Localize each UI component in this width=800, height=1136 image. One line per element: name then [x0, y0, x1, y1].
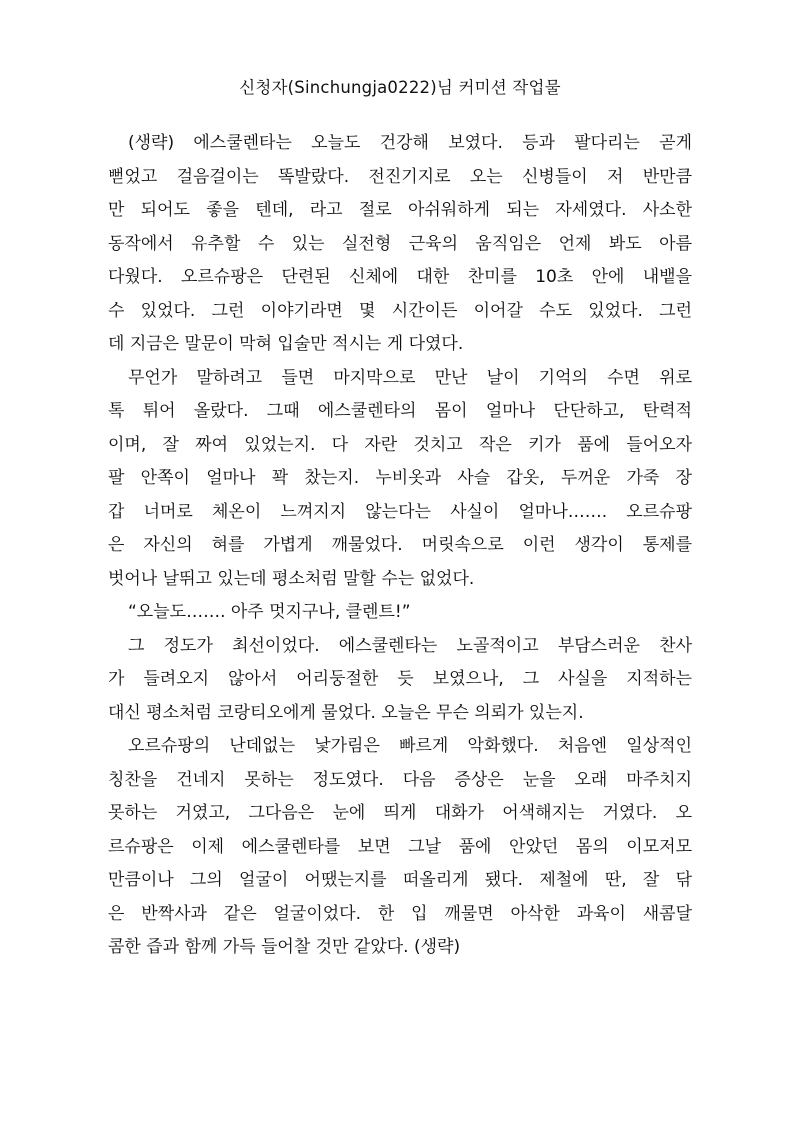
body-line: 이며, 잘 짜여 있었는지. 다 자란 것치고 작은 키가 품에 들어오자 — [108, 434, 692, 455]
body-line: 수 있었다. 그런 이야기라면 몇 시간이든 이어갈 수도 있었다. 그런 — [108, 300, 692, 321]
body-line: 무언가 말하려고 들면 마지막으로 만난 날이 기억의 수면 위로 — [128, 367, 692, 388]
body-line: 다웠다. 오르슈팡은 단련된 신체에 대한 찬미를 10초 안에 내뱉을 — [108, 267, 692, 287]
body-line: 콤한 즙과 함께 가득 들어찰 것만 같았다. (생략) — [108, 937, 461, 957]
body-line: 뻗었고 걸음걸이는 똑발랐다. 전진기지로 오는 신병들이 저 반만큼 — [108, 166, 692, 187]
body-line: 데 지금은 말문이 막혀 입술만 적시는 게 다였다. — [108, 334, 464, 354]
body-line: 오르슈팡의 난데없는 낯가림은 빠르게 악화했다. 처음엔 일상적인 — [128, 736, 692, 756]
body-line: 동작에서 유추할 수 있는 실전형 근육의 움직임은 언제 봐도 아름 — [108, 233, 692, 254]
body-line: 만 되어도 좋을 텐데, 라고 절로 아쉬워하게 되는 자세였다. 사소한 — [108, 200, 692, 220]
body-line: 만큼이나 그의 얼굴이 어땠는지를 떠올리게 됐다. 제철에 딴, 잘 닦 — [108, 870, 692, 890]
body-line: 갑 너머로 체온이 느껴지지 않는다는 사실이 얼마나……. 오르슈팡 — [108, 501, 692, 522]
document-body — [108, 127, 692, 965]
body-line: 은 자신의 혀를 가볍게 깨물었다. 머릿속으로 이런 생각이 통제를 — [108, 535, 692, 555]
body-line: “오늘도……. 아주 멋지구나, 클렌트!” — [128, 602, 411, 622]
document-title: 신청자(Sinchungja0222)님 커미션 작업물 — [239, 78, 561, 97]
body-line: 그 정도가 최선이었다. 에스쿨렌타는 노골적이고 부담스러운 찬사 — [128, 635, 692, 656]
body-line: 톡 튀어 올랐다. 그때 에스쿨렌타의 몸이 얼마나 단단하고, 탄력적 — [108, 401, 692, 421]
body-line: 벗어나 날뛰고 있는데 평소처럼 말할 수는 없었다. — [108, 568, 475, 589]
body-line: 대신 평소처럼 코랑티오에게 물었다. 오늘은 무슨 의뢰가 있는지. — [108, 702, 584, 723]
body-line: 가 들려오지 않아서 어리둥절한 듯 보였으나, 그 사실을 지적하는 — [108, 669, 692, 689]
body-line: 칭찬을 건네지 못하는 정도였다. 다음 증상은 눈을 오래 마주치지 — [108, 769, 692, 790]
body-line: (생략) 에스쿨렌타는 오늘도 건강해 보였다. 등과 팔다리는 곧게 — [128, 133, 692, 153]
body-line: 은 반짝사과 같은 얼굴이었다. 한 입 깨물면 아삭한 과육이 새콤달 — [108, 903, 692, 924]
body-line: 팔 안쪽이 얼마나 꽉 찼는지. 누비옷과 사슬 갑옷, 두꺼운 가죽 장 — [108, 468, 692, 488]
body-line: 르슈팡은 이제 에스쿨렌타를 보면 그날 품에 안았던 몸의 이모저모 — [108, 836, 692, 857]
body-line: 못하는 거였고, 그다음은 눈에 띄게 대화가 어색해지는 거였다. 오 — [108, 803, 692, 823]
